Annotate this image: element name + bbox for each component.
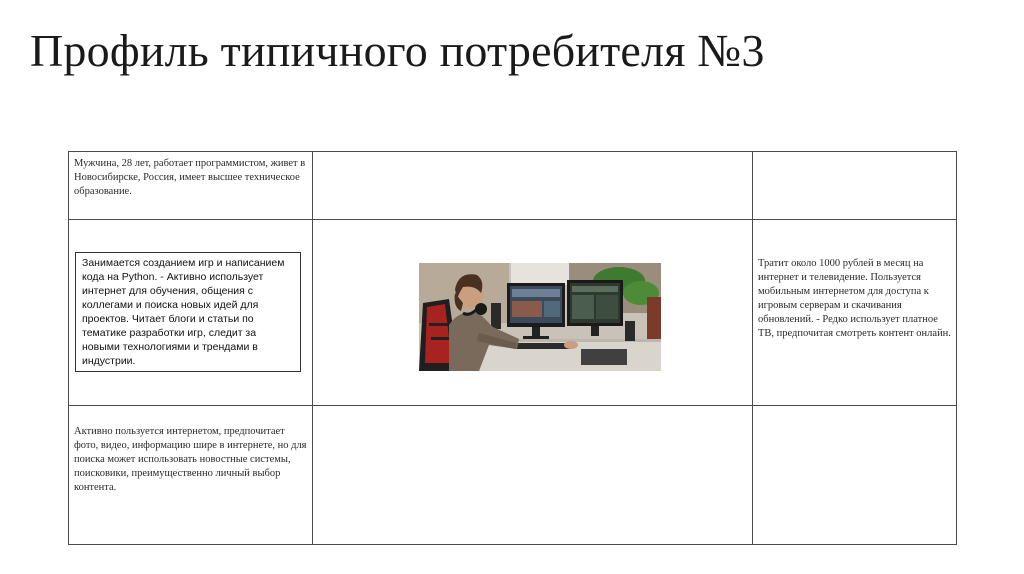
spending-text: Тратит около 1000 рублей в месяц на интернет и телевидение. Пользуется мобильным интернетом для доступа к игровым серверам и скачивания обновлений. - Редко использует платное ТВ, предпочитая смотреть контент онлайн. — [758, 258, 951, 340]
internet-usage-text: Активно пользуется интернетом, предпочитает фото, видео, информацию шире в интернете, но для поиска может использовать новостные системы, поисковики, преимущественно личный выбор контента. — [74, 425, 307, 493]
consumer-profile-table — [68, 151, 957, 545]
cell-empty — [753, 405, 957, 544]
cell-interests — [69, 220, 313, 405]
cell-demographics — [69, 152, 313, 220]
cell-empty — [313, 152, 753, 220]
cell-internet-usage — [69, 405, 313, 544]
interests-textbox: Занимается созданием игр и написанием кода на Python. - Активно использует интернет для обучения, общения с коллегами и поиска новых идей для проектов. Читает блоги и статьи по тематике разработки игр, следит за новыми технологиями и трендами в индустрии. — [75, 252, 301, 372]
programmer-at-workstation-photo — [419, 263, 661, 371]
cell-photo — [313, 220, 753, 405]
cell-empty — [313, 405, 753, 544]
demographics-text: Мужчина, 28 лет, работает программистом, живет в Новосибирске, Россия, имеет высшее техническое образование. — [74, 158, 306, 197]
slide-title: Профиль типичного потребителя №3 — [30, 25, 765, 76]
table-row — [69, 405, 957, 544]
cell-empty — [753, 152, 957, 220]
table-row — [69, 220, 957, 405]
cell-spending — [753, 220, 957, 405]
table-row — [69, 152, 957, 220]
